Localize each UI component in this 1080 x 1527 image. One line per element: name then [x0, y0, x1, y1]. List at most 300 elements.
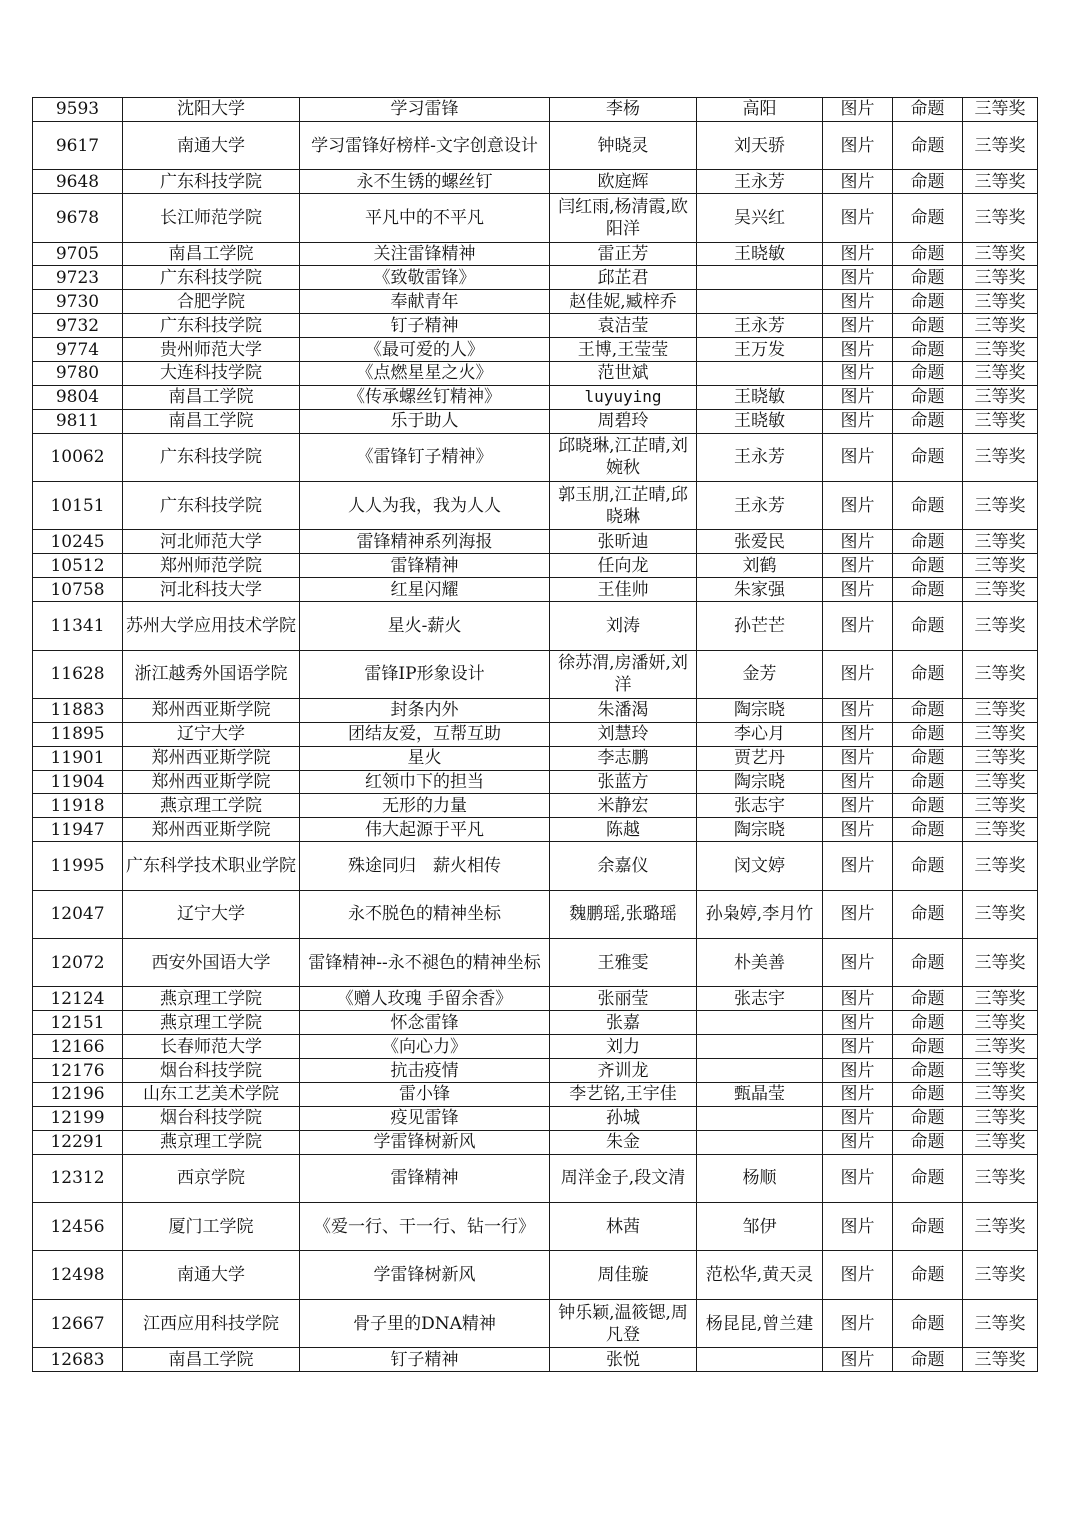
cell-award: 三等奖 — [963, 1059, 1038, 1083]
cell-author: 朱金 — [550, 1130, 697, 1154]
cell-id: 12176 — [33, 1059, 123, 1083]
cell-category: 图片 — [823, 1035, 893, 1059]
cell-school: 广东科技学院 — [123, 314, 300, 338]
cell-type: 命题 — [893, 170, 963, 194]
cell-category: 图片 — [823, 170, 893, 194]
cell-advisor: 贾艺丹 — [697, 746, 823, 770]
cell-advisor: 杨顺 — [697, 1154, 823, 1202]
cell-advisor: 王万发 — [697, 338, 823, 362]
cell-advisor: 王永芳 — [697, 170, 823, 194]
cell-award: 三等奖 — [963, 746, 1038, 770]
cell-type: 命题 — [893, 770, 963, 794]
cell-award: 三等奖 — [963, 290, 1038, 314]
cell-category: 图片 — [823, 1203, 893, 1251]
cell-award: 三等奖 — [963, 770, 1038, 794]
cell-award: 三等奖 — [963, 530, 1038, 554]
table-row — [33, 121, 1038, 169]
cell-id: 12498 — [33, 1251, 123, 1299]
cell-id: 9730 — [33, 290, 123, 314]
cell-id: 11918 — [33, 794, 123, 818]
cell-id: 11995 — [33, 842, 123, 890]
table-row — [33, 482, 1038, 530]
table-row — [33, 1251, 1038, 1299]
cell-advisor: 甄晶莹 — [697, 1083, 823, 1107]
cell-school: 南昌工学院 — [123, 385, 300, 409]
cell-id: 12072 — [33, 939, 123, 987]
cell-title: 关注雷锋精神 — [300, 242, 550, 266]
cell-award: 三等奖 — [963, 1106, 1038, 1130]
cell-type: 命题 — [893, 890, 963, 938]
cell-author: 邱晓琳,江芷晴,刘婉秋 — [550, 433, 697, 481]
cell-type: 命题 — [893, 1251, 963, 1299]
cell-type: 命题 — [893, 1130, 963, 1154]
cell-id: 10758 — [33, 578, 123, 602]
cell-type: 命题 — [893, 1035, 963, 1059]
cell-title: 《点燃星星之火》 — [300, 362, 550, 386]
cell-school: 山东工艺美术学院 — [123, 1083, 300, 1107]
cell-category: 图片 — [823, 794, 893, 818]
cell-type: 命题 — [893, 794, 963, 818]
table-row — [33, 385, 1038, 409]
cell-school: 广东科技学院 — [123, 266, 300, 290]
table-row — [33, 1106, 1038, 1130]
cell-id: 11895 — [33, 722, 123, 746]
cell-title: 团结友爱，互帮互助 — [300, 722, 550, 746]
cell-award: 三等奖 — [963, 578, 1038, 602]
cell-award: 三等奖 — [963, 698, 1038, 722]
cell-title: 殊途同归 薪火相传 — [300, 842, 550, 890]
cell-advisor: 王晓敏 — [697, 385, 823, 409]
cell-school: 郑州西亚斯学院 — [123, 770, 300, 794]
cell-award: 三等奖 — [963, 1083, 1038, 1107]
cell-author: 雷正芳 — [550, 242, 697, 266]
cell-author: 朱潘渴 — [550, 698, 697, 722]
cell-id: 12166 — [33, 1035, 123, 1059]
cell-advisor: 孙芒芒 — [697, 602, 823, 650]
cell-title: 疫见雷锋 — [300, 1106, 550, 1130]
cell-type: 命题 — [893, 578, 963, 602]
cell-school: 南通大学 — [123, 1251, 300, 1299]
cell-award: 三等奖 — [963, 722, 1038, 746]
cell-school: 烟台科技学院 — [123, 1106, 300, 1130]
cell-id: 11947 — [33, 818, 123, 842]
table-body — [33, 98, 1038, 1372]
cell-school: 苏州大学应用技术学院 — [123, 602, 300, 650]
table-row — [33, 170, 1038, 194]
cell-school: 沈阳大学 — [123, 98, 300, 122]
cell-title: 《最可爱的人》 — [300, 338, 550, 362]
cell-author: 陈越 — [550, 818, 697, 842]
table-row — [33, 842, 1038, 890]
table-row — [33, 530, 1038, 554]
table-row — [33, 98, 1038, 122]
cell-award: 三等奖 — [963, 1203, 1038, 1251]
cell-category: 图片 — [823, 1251, 893, 1299]
cell-title: 人人为我，我为人人 — [300, 482, 550, 530]
cell-id: 10151 — [33, 482, 123, 530]
cell-school: 贵州师范大学 — [123, 338, 300, 362]
cell-advisor — [697, 1035, 823, 1059]
cell-advisor: 陶宗晓 — [697, 770, 823, 794]
cell-award: 三等奖 — [963, 602, 1038, 650]
cell-advisor: 王晓敏 — [697, 242, 823, 266]
cell-id: 12667 — [33, 1299, 123, 1347]
cell-title: 雷锋精神 — [300, 1154, 550, 1202]
cell-category: 图片 — [823, 818, 893, 842]
cell-award: 三等奖 — [963, 794, 1038, 818]
cell-school: 浙江越秀外国语学院 — [123, 650, 300, 698]
cell-title: 永不生锈的螺丝钉 — [300, 170, 550, 194]
cell-author: 孙城 — [550, 1106, 697, 1130]
cell-advisor: 朴美善 — [697, 939, 823, 987]
cell-type: 命题 — [893, 409, 963, 433]
cell-type: 命题 — [893, 698, 963, 722]
cell-author: 袁洁莹 — [550, 314, 697, 338]
cell-id: 11628 — [33, 650, 123, 698]
table-row — [33, 290, 1038, 314]
table-row — [33, 722, 1038, 746]
cell-category: 图片 — [823, 338, 893, 362]
cell-advisor — [697, 1130, 823, 1154]
cell-school: 燕京理工学院 — [123, 987, 300, 1011]
cell-title: 《向心力》 — [300, 1035, 550, 1059]
cell-type: 命题 — [893, 1203, 963, 1251]
cell-id: 12124 — [33, 987, 123, 1011]
cell-award: 三等奖 — [963, 939, 1038, 987]
cell-id: 12047 — [33, 890, 123, 938]
table-row — [33, 409, 1038, 433]
cell-category: 图片 — [823, 1154, 893, 1202]
cell-category: 图片 — [823, 698, 893, 722]
cell-id: 11901 — [33, 746, 123, 770]
cell-id: 9774 — [33, 338, 123, 362]
cell-title: 红星闪耀 — [300, 578, 550, 602]
cell-title: 学习雷锋好榜样-文字创意设计 — [300, 121, 550, 169]
cell-author: 米静宏 — [550, 794, 697, 818]
cell-type: 命题 — [893, 1011, 963, 1035]
cell-category: 图片 — [823, 1130, 893, 1154]
cell-award: 三等奖 — [963, 1035, 1038, 1059]
cell-school: 郑州西亚斯学院 — [123, 746, 300, 770]
cell-id: 9617 — [33, 121, 123, 169]
cell-title: 《传承螺丝钉精神》 — [300, 385, 550, 409]
cell-author: 余嘉仪 — [550, 842, 697, 890]
cell-author: 王佳帅 — [550, 578, 697, 602]
cell-advisor — [697, 362, 823, 386]
cell-type: 命题 — [893, 602, 963, 650]
cell-advisor: 张志宇 — [697, 794, 823, 818]
cell-author: 刘慧玲 — [550, 722, 697, 746]
cell-author: 郭玉朋,江芷晴,邱晓琳 — [550, 482, 697, 530]
cell-id: 9593 — [33, 98, 123, 122]
cell-advisor: 金芳 — [697, 650, 823, 698]
cell-title: 《致敬雷锋》 — [300, 266, 550, 290]
table-row — [33, 314, 1038, 338]
cell-title: 伟大起源于平凡 — [300, 818, 550, 842]
cell-id: 9780 — [33, 362, 123, 386]
cell-type: 命题 — [893, 98, 963, 122]
table-row — [33, 770, 1038, 794]
cell-award: 三等奖 — [963, 842, 1038, 890]
cell-title: 红领巾下的担当 — [300, 770, 550, 794]
table-row — [33, 433, 1038, 481]
cell-award: 三等奖 — [963, 818, 1038, 842]
cell-title: 永不脱色的精神坐标 — [300, 890, 550, 938]
cell-category: 图片 — [823, 746, 893, 770]
cell-id: 11883 — [33, 698, 123, 722]
table-row — [33, 1154, 1038, 1202]
cell-author: luyuying — [550, 385, 697, 409]
cell-author: 张悦 — [550, 1348, 697, 1372]
cell-school: 长江师范学院 — [123, 194, 300, 242]
table-row — [33, 362, 1038, 386]
cell-advisor: 王永芳 — [697, 314, 823, 338]
table-row — [33, 578, 1038, 602]
cell-category: 图片 — [823, 1106, 893, 1130]
table-row — [33, 242, 1038, 266]
cell-advisor: 王晓敏 — [697, 409, 823, 433]
cell-advisor: 陶宗晓 — [697, 818, 823, 842]
cell-award: 三等奖 — [963, 1130, 1038, 1154]
cell-type: 命题 — [893, 314, 963, 338]
cell-school: 郑州西亚斯学院 — [123, 698, 300, 722]
cell-advisor: 王永芳 — [697, 482, 823, 530]
cell-category: 图片 — [823, 1059, 893, 1083]
cell-school: 西京学院 — [123, 1154, 300, 1202]
cell-category: 图片 — [823, 409, 893, 433]
cell-title: 学雷锋树新风 — [300, 1130, 550, 1154]
cell-type: 命题 — [893, 987, 963, 1011]
cell-award: 三等奖 — [963, 266, 1038, 290]
cell-category: 图片 — [823, 530, 893, 554]
cell-award: 三等奖 — [963, 1251, 1038, 1299]
table-row — [33, 1130, 1038, 1154]
cell-category: 图片 — [823, 290, 893, 314]
table-row — [33, 890, 1038, 938]
cell-id: 9723 — [33, 266, 123, 290]
cell-type: 命题 — [893, 1059, 963, 1083]
cell-school: 厦门工学院 — [123, 1203, 300, 1251]
cell-type: 命题 — [893, 842, 963, 890]
table-row — [33, 1299, 1038, 1347]
cell-id: 12683 — [33, 1348, 123, 1372]
cell-type: 命题 — [893, 194, 963, 242]
cell-title: 星火-薪火 — [300, 602, 550, 650]
cell-author: 邱芷君 — [550, 266, 697, 290]
cell-title: 抗击疫情 — [300, 1059, 550, 1083]
cell-advisor: 孙枭婷,李月竹 — [697, 890, 823, 938]
cell-type: 命题 — [893, 433, 963, 481]
cell-advisor — [697, 1059, 823, 1083]
cell-award: 三等奖 — [963, 385, 1038, 409]
table-row — [33, 554, 1038, 578]
cell-author: 刘涛 — [550, 602, 697, 650]
cell-type: 命题 — [893, 338, 963, 362]
cell-title: 雷锋IP形象设计 — [300, 650, 550, 698]
table-row — [33, 1011, 1038, 1035]
cell-title: 星火 — [300, 746, 550, 770]
cell-id: 12291 — [33, 1130, 123, 1154]
cell-author: 钟晓灵 — [550, 121, 697, 169]
cell-id: 11341 — [33, 602, 123, 650]
cell-type: 命题 — [893, 362, 963, 386]
cell-type: 命题 — [893, 1154, 963, 1202]
cell-school: 合肥学院 — [123, 290, 300, 314]
cell-school: 大连科技学院 — [123, 362, 300, 386]
cell-title: 雷锋精神 — [300, 554, 550, 578]
cell-category: 图片 — [823, 650, 893, 698]
cell-category: 图片 — [823, 385, 893, 409]
cell-author: 张丽莹 — [550, 987, 697, 1011]
cell-award: 三等奖 — [963, 433, 1038, 481]
cell-category: 图片 — [823, 1348, 893, 1372]
cell-advisor: 李心月 — [697, 722, 823, 746]
cell-title: 雷小锋 — [300, 1083, 550, 1107]
cell-advisor — [697, 1011, 823, 1035]
cell-school: 燕京理工学院 — [123, 1130, 300, 1154]
table-row — [33, 746, 1038, 770]
cell-author: 徐苏渭,房潘妍,刘洋 — [550, 650, 697, 698]
cell-award: 三等奖 — [963, 362, 1038, 386]
cell-author: 刘力 — [550, 1035, 697, 1059]
cell-id: 12199 — [33, 1106, 123, 1130]
cell-id: 10245 — [33, 530, 123, 554]
cell-advisor: 张爱民 — [697, 530, 823, 554]
table-row — [33, 794, 1038, 818]
cell-title: 骨子里的DNA精神 — [300, 1299, 550, 1347]
cell-advisor: 陶宗晓 — [697, 698, 823, 722]
cell-author: 任向龙 — [550, 554, 697, 578]
table-row — [33, 1083, 1038, 1107]
cell-author: 林茜 — [550, 1203, 697, 1251]
cell-id: 9678 — [33, 194, 123, 242]
cell-award: 三等奖 — [963, 1154, 1038, 1202]
cell-award: 三等奖 — [963, 338, 1038, 362]
cell-title: 封条内外 — [300, 698, 550, 722]
cell-title: 怀念雷锋 — [300, 1011, 550, 1035]
cell-author: 王雅雯 — [550, 939, 697, 987]
cell-category: 图片 — [823, 842, 893, 890]
cell-type: 命题 — [893, 290, 963, 314]
awards-table — [32, 97, 1038, 1372]
cell-award: 三等奖 — [963, 1011, 1038, 1035]
cell-id: 9804 — [33, 385, 123, 409]
cell-type: 命题 — [893, 650, 963, 698]
table-row — [33, 1348, 1038, 1372]
cell-title: 乐于助人 — [300, 409, 550, 433]
cell-advisor — [697, 1106, 823, 1130]
cell-title: 雷锋精神--永不褪色的精神坐标 — [300, 939, 550, 987]
table-row — [33, 266, 1038, 290]
cell-title: 《赠人玫瑰 手留余香》 — [300, 987, 550, 1011]
cell-award: 三等奖 — [963, 242, 1038, 266]
cell-title: 无形的力量 — [300, 794, 550, 818]
cell-id: 12196 — [33, 1083, 123, 1107]
cell-id: 9648 — [33, 170, 123, 194]
cell-category: 图片 — [823, 482, 893, 530]
cell-category: 图片 — [823, 1083, 893, 1107]
cell-school: 燕京理工学院 — [123, 1011, 300, 1035]
cell-school: 南昌工学院 — [123, 1348, 300, 1372]
cell-author: 王博,王莹莹 — [550, 338, 697, 362]
cell-school: 西安外国语大学 — [123, 939, 300, 987]
cell-type: 命题 — [893, 1083, 963, 1107]
cell-author: 周洋金子,段文清 — [550, 1154, 697, 1202]
cell-school: 辽宁大学 — [123, 722, 300, 746]
cell-school: 南昌工学院 — [123, 409, 300, 433]
cell-type: 命题 — [893, 818, 963, 842]
cell-id: 9732 — [33, 314, 123, 338]
cell-author: 张昕迪 — [550, 530, 697, 554]
cell-title: 《雷锋钉子精神》 — [300, 433, 550, 481]
cell-advisor: 朱家强 — [697, 578, 823, 602]
cell-award: 三等奖 — [963, 314, 1038, 338]
cell-advisor: 高阳 — [697, 98, 823, 122]
cell-author: 李艺铭,王宇佳 — [550, 1083, 697, 1107]
cell-advisor: 王永芳 — [697, 433, 823, 481]
cell-type: 命题 — [893, 939, 963, 987]
table-row — [33, 698, 1038, 722]
cell-title: 奉献青年 — [300, 290, 550, 314]
cell-category: 图片 — [823, 194, 893, 242]
cell-category: 图片 — [823, 890, 893, 938]
cell-id: 12151 — [33, 1011, 123, 1035]
cell-type: 命题 — [893, 530, 963, 554]
cell-school: 江西应用科技学院 — [123, 1299, 300, 1347]
cell-category: 图片 — [823, 939, 893, 987]
cell-type: 命题 — [893, 266, 963, 290]
cell-award: 三等奖 — [963, 98, 1038, 122]
table-row — [33, 194, 1038, 242]
cell-school: 南通大学 — [123, 121, 300, 169]
cell-advisor — [697, 266, 823, 290]
cell-advisor: 张志宇 — [697, 987, 823, 1011]
cell-category: 图片 — [823, 433, 893, 481]
cell-author: 周佳璇 — [550, 1251, 697, 1299]
cell-advisor: 刘鹤 — [697, 554, 823, 578]
cell-category: 图片 — [823, 770, 893, 794]
cell-id: 12312 — [33, 1154, 123, 1202]
cell-title: 学雷锋树新风 — [300, 1251, 550, 1299]
cell-id: 12456 — [33, 1203, 123, 1251]
cell-id: 9811 — [33, 409, 123, 433]
cell-award: 三等奖 — [963, 650, 1038, 698]
cell-category: 图片 — [823, 987, 893, 1011]
table-row — [33, 1203, 1038, 1251]
cell-school: 广东科技学院 — [123, 482, 300, 530]
cell-author: 魏鹏瑶,张璐瑶 — [550, 890, 697, 938]
cell-author: 赵佳妮,臧梓乔 — [550, 290, 697, 314]
cell-category: 图片 — [823, 554, 893, 578]
cell-school: 郑州师范学院 — [123, 554, 300, 578]
cell-category: 图片 — [823, 578, 893, 602]
cell-type: 命题 — [893, 554, 963, 578]
cell-advisor: 闵文婷 — [697, 842, 823, 890]
table-row — [33, 818, 1038, 842]
cell-author: 周碧玲 — [550, 409, 697, 433]
table-row — [33, 987, 1038, 1011]
cell-type: 命题 — [893, 385, 963, 409]
cell-category: 图片 — [823, 266, 893, 290]
cell-school: 河北师范大学 — [123, 530, 300, 554]
cell-school: 燕京理工学院 — [123, 794, 300, 818]
cell-type: 命题 — [893, 722, 963, 746]
cell-title: 雷锋精神系列海报 — [300, 530, 550, 554]
cell-type: 命题 — [893, 1106, 963, 1130]
cell-advisor: 范松华,黄天灵 — [697, 1251, 823, 1299]
cell-id: 10512 — [33, 554, 123, 578]
cell-school: 广东科学技术职业学院 — [123, 842, 300, 890]
